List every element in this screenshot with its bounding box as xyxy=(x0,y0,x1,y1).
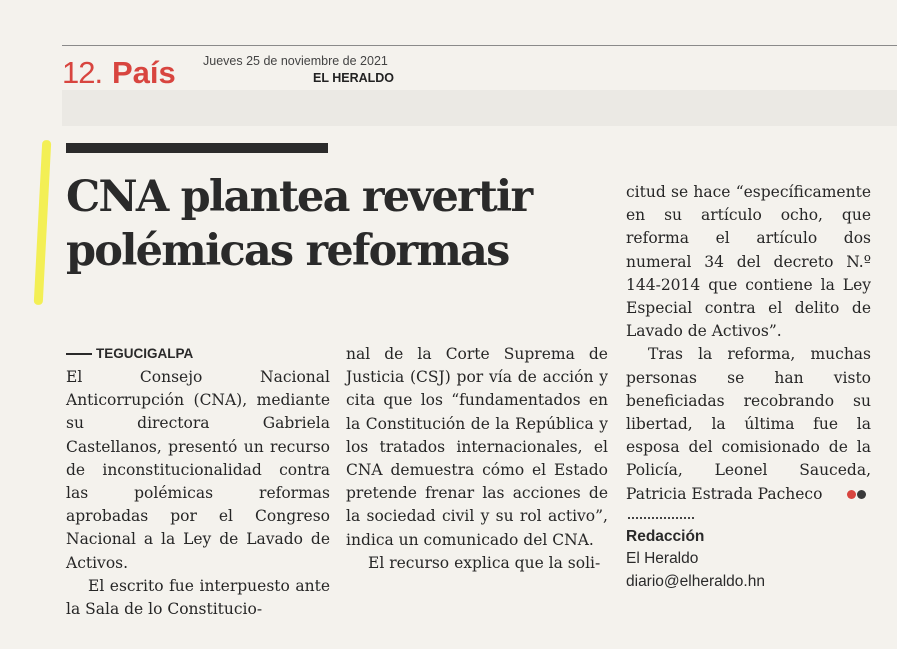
end-of-article-icon xyxy=(825,483,867,506)
headline-line-1: CNA plantea revertir xyxy=(66,172,532,222)
page-number: 12. xyxy=(62,55,103,90)
dateline-text: TEGUCIGALPA xyxy=(96,346,194,361)
top-rule xyxy=(62,45,897,46)
headline xyxy=(66,170,626,278)
article-column-2 xyxy=(346,343,608,575)
article-column-1 xyxy=(66,366,330,621)
paragraph: nal de la Corte Suprema de Justicia (CSJ) por vía de acción y cita que los “fundamentados en la Constitución de la República y los tratados internacionales, el CNA demuestra cómo el Estado pretende frenar las acciones de la sociedad civil y su rol activo”, indica un comunicado del CNA. xyxy=(346,345,608,549)
signature-divider xyxy=(628,517,694,519)
paragraph-text: Tras la reforma, muchas personas se han visto beneficiadas recobrando su libertad, la última fue la esposa del comisionado de la Policía, Leonel Sauceda, Patricia Estrada Pacheco xyxy=(626,345,871,503)
paragraph: El recurso explica que la soli- xyxy=(368,553,601,572)
paragraph: El Consejo Nacional Anticorrupción (CNA), mediante su directora Gabriela Castellanos, presentó un recurso de inconstitucionalidad contra las polémicas reformas aprobadas por el Congreso Nacional a la Ley de Lavado de Activos. xyxy=(66,368,330,572)
end-dot-red xyxy=(847,490,856,499)
end-dot-dark xyxy=(857,490,866,499)
headline-bar xyxy=(66,143,328,153)
paragraph: citud se hace “específicamente en su artículo ocho, que reforma el artículo dos numeral 34 del decreto N.º 144-2014 que contiene la Ley Especial contra el delito de Lavado de Activos”. xyxy=(626,183,871,341)
highlighter-mark xyxy=(34,140,52,305)
issue-date: Jueves 25 de noviembre de 2021 xyxy=(203,54,388,68)
header-band xyxy=(62,90,897,126)
newspaper-name: EL HERALDO xyxy=(313,71,395,85)
section-name: País xyxy=(112,55,176,90)
signature-email[interactable]: diario@elheraldo.hn xyxy=(626,573,765,590)
signature-label: Redacción xyxy=(626,528,705,545)
headline-line-2: polémicas reformas xyxy=(66,226,509,276)
paragraph-last xyxy=(626,343,871,506)
dateline xyxy=(66,345,193,363)
article-column-3 xyxy=(626,181,871,506)
dateline-dash xyxy=(66,353,92,355)
paragraph: El escrito fue interpuesto ante la Sala de lo Constitucio- xyxy=(66,576,330,619)
signature-outlet: El Heraldo xyxy=(626,550,699,567)
